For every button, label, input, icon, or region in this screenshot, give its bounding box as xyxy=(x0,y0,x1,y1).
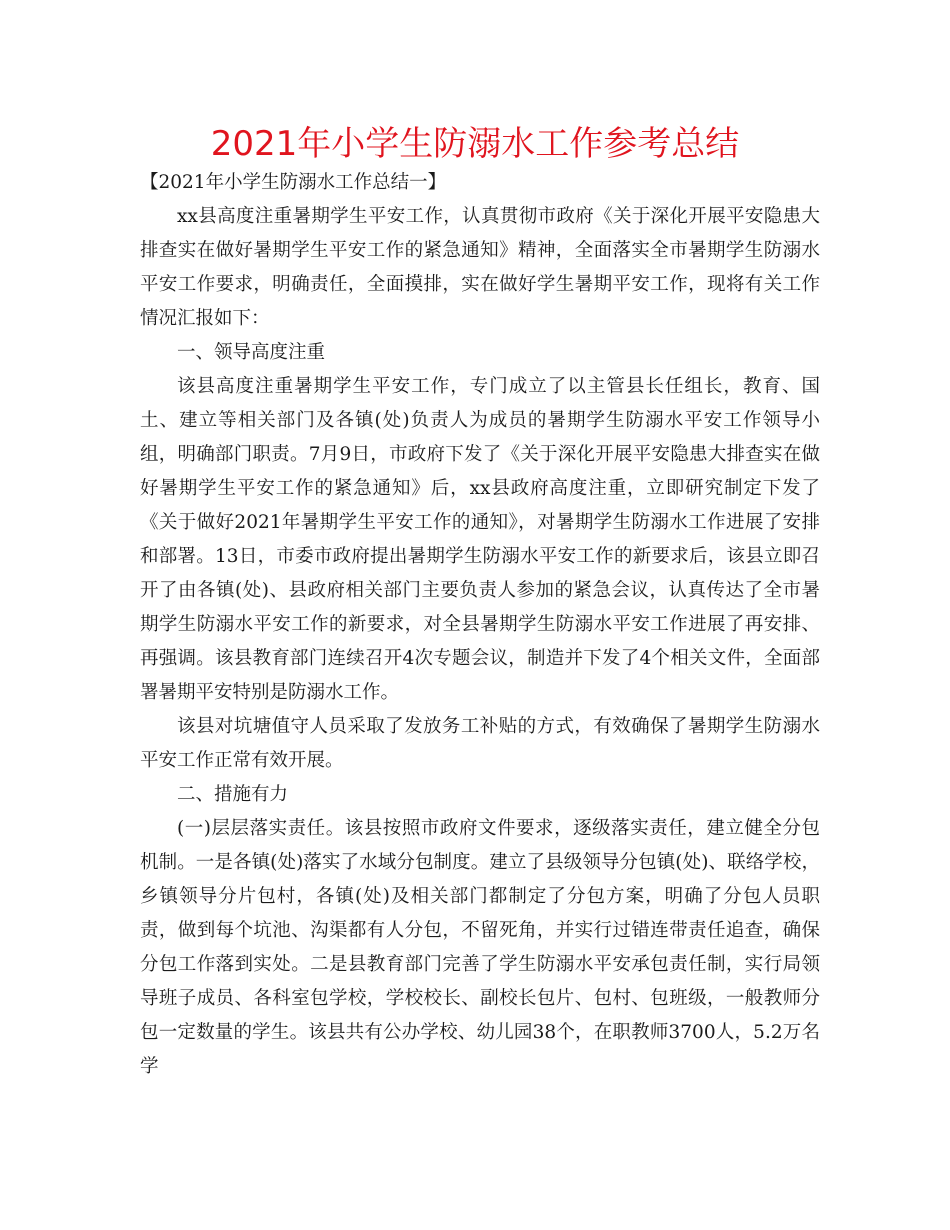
section-heading-2: 二、措施有力 xyxy=(177,784,289,805)
paragraph-intro: xx县高度注重暑期学生平安工作，认真贯彻市政府《关于深化开展平安隐患大排查实在做好暑期学生平安工作的紧急通知》精神，全面落实全市暑期学生防溺水平安工作要求，明确责任，全面摸排，实在做好学生暑期平安工作，现将有关工作情况汇报如下： xyxy=(140,206,820,329)
document-title: 2021年小学生防溺水工作参考总结 xyxy=(210,124,740,164)
document-body xyxy=(140,166,820,1084)
paragraph-subsidy: 该县对坑塘值守人员采取了发放务工补贴的方式，有效确保了暑期学生防溺水平安工作正常有效开展。 xyxy=(140,716,820,771)
paragraph-leadership: 该县高度注重暑期学生平安工作，专门成立了以主管县长任组长，教育、国土、建立等相关部门及各镇(处)负责人为成员的暑期学生防溺水平安工作领导小组，明确部门职责。7月9日，市政府下发了《关于深化开展平安隐患大排查实在做好暑期学生平安工作的紧急通知》后，xx县政府高度注重，立即研究制定下发了《关于做好2021年暑期学生平安工作的通知》，对暑期学生防溺水工作进展了安排和部署。13日，市委市政府提出暑期学生防溺水平安工作的新要求后，该县立即召开了由各镇(处)、县政府相关部门主要负责人参加的紧急会议，认真传达了全市暑期学生防溺水平安工作的新要求，对全县暑期学生防溺水平安工作进展了再安排、再强调。该县教育部门连续召开4次专题会议，制造并下发了4个相关文件，全面部署暑期平安特别是防溺水工作。 xyxy=(140,376,820,703)
section-subtitle: 【2021年小学生防溺水工作总结一】 xyxy=(140,172,447,193)
paragraph-responsibility: (一)层层落实责任。该县按照市政府文件要求，逐级落实责任，建立健全分包机制。一是各镇(处)落实了水域分包制度。建立了县级领导分包镇(处)、联络学校，乡镇领导分片包村，各镇(处)及相关部门都制定了分包方案，明确了分包人员职责，做到每个坑池、沟渠都有人分包，不留死角，并实行过错连带责任追查，确保分包工作落到实处。二是县教育部门完善了学生防溺水平安承包责任制，实行局领导班子成员、各科室包学校，学校校长、副校长包片、包村、包班级，一般教师分包一定数量的学生。该县共有公办学校、幼儿园38个，在职教师3700人，5.2万名学 xyxy=(140,818,820,1077)
section-heading-1: 一、领导高度注重 xyxy=(177,342,326,363)
